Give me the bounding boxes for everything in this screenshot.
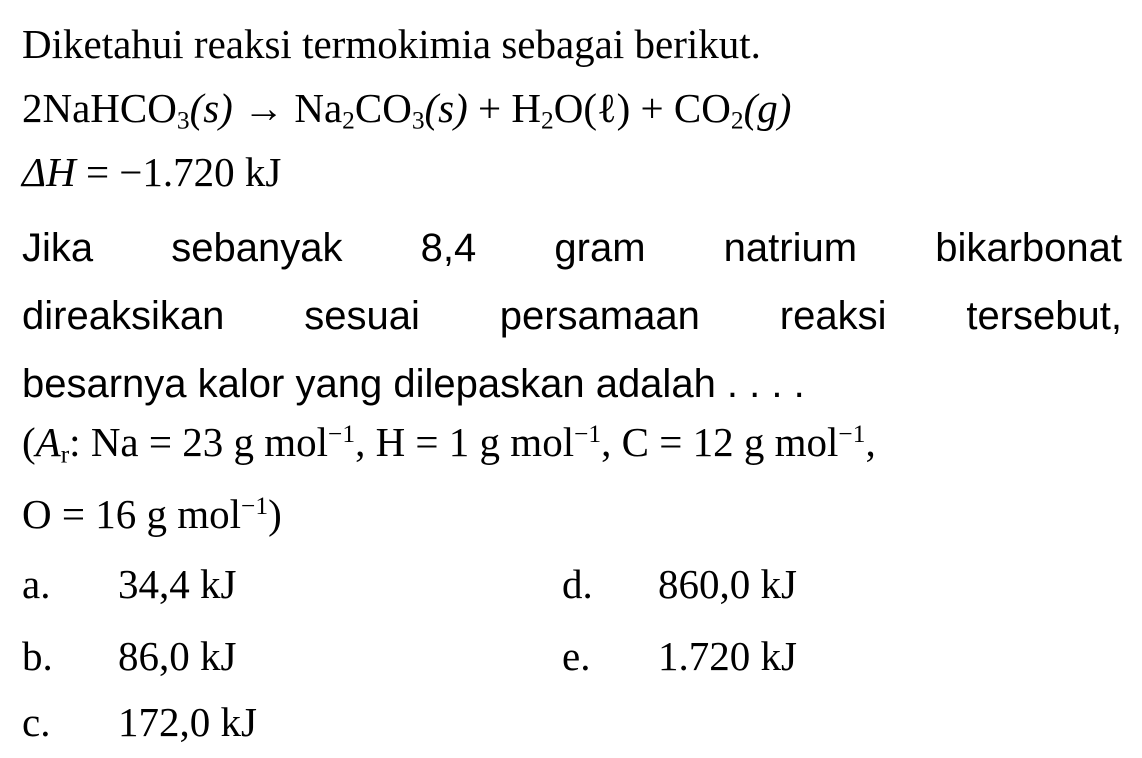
reactant-formula: NaHCO bbox=[42, 85, 177, 131]
option-label: b. bbox=[22, 633, 53, 679]
enthalpy-change bbox=[22, 148, 281, 196]
product3-state: (g) bbox=[743, 85, 792, 131]
product3-formula: CO bbox=[673, 85, 731, 131]
product3-sub: 2 bbox=[730, 106, 744, 135]
option-value: 172,0 kJ bbox=[118, 699, 257, 745]
enthalpy-value: = −1.720 kJ bbox=[75, 149, 282, 195]
product2-state: (ℓ) bbox=[583, 85, 631, 131]
ar-comma: , bbox=[865, 419, 876, 465]
reactant-state: (s) bbox=[189, 85, 233, 131]
ar-close-paren: ) bbox=[268, 491, 282, 537]
option-c[interactable] bbox=[22, 698, 257, 746]
ar-o-exp: −1 bbox=[241, 492, 269, 521]
option-label: d. bbox=[562, 561, 593, 607]
ar-na: : Na = 23 g mol bbox=[69, 419, 329, 465]
reactant-coefficient: 2 bbox=[22, 85, 43, 131]
product2-formula-b: O bbox=[553, 85, 584, 131]
plus-sign-2: + bbox=[640, 85, 664, 131]
option-label: e. bbox=[562, 633, 591, 679]
ar-h-exp: −1 bbox=[574, 420, 602, 449]
option-e[interactable] bbox=[562, 632, 797, 680]
question-intro: Diketahui reaksi termokimia sebagai berikut. bbox=[22, 21, 761, 67]
product1-formula-b: CO bbox=[354, 85, 412, 131]
paragraph-line: Jika sebanyak 8,4 gram natrium bikarbonat bbox=[22, 226, 1122, 270]
ar-subscript: r bbox=[60, 440, 70, 469]
ar-c: , C = 12 g mol bbox=[601, 419, 839, 465]
product1-formula-a: Na bbox=[294, 85, 343, 131]
option-label: c. bbox=[22, 699, 51, 745]
option-value: 34,4 kJ bbox=[118, 561, 237, 607]
product1-sub2: 3 bbox=[411, 106, 425, 135]
product1-state: (s) bbox=[424, 85, 468, 131]
ar-symbol: A bbox=[35, 419, 61, 465]
option-a[interactable] bbox=[22, 560, 236, 608]
product1-sub1: 2 bbox=[342, 106, 355, 135]
reaction-equation bbox=[22, 84, 792, 135]
ar-h: , H = 1 g mol bbox=[355, 419, 575, 465]
ar-na-exp: −1 bbox=[328, 420, 356, 449]
question-paragraph bbox=[22, 214, 1122, 418]
option-value: 86,0 kJ bbox=[118, 633, 237, 679]
paragraph-line: direaksikan sesuai persamaan reaksi tersebut, bbox=[22, 294, 1122, 338]
enthalpy-symbol: ΔH bbox=[22, 149, 76, 195]
product2-sub: 2 bbox=[541, 106, 554, 135]
option-b[interactable] bbox=[22, 632, 236, 680]
option-label: a. bbox=[22, 561, 51, 607]
atomic-mass-line-1 bbox=[22, 418, 876, 469]
option-value: 1.720 kJ bbox=[658, 633, 797, 679]
paragraph-line: besarnya kalor yang dilepaskan adalah . . . . bbox=[22, 362, 805, 406]
option-value: 860,0 kJ bbox=[658, 561, 797, 607]
option-d[interactable] bbox=[562, 560, 797, 608]
atomic-mass-line-2 bbox=[22, 490, 282, 538]
plus-sign-1: + bbox=[478, 85, 502, 131]
product2-formula-a: H bbox=[511, 85, 542, 131]
reactant-subscript: 3 bbox=[176, 106, 190, 135]
ar-open-paren: ( bbox=[22, 419, 36, 465]
ar-c-exp: −1 bbox=[838, 420, 866, 449]
ar-o: O = 16 g mol bbox=[22, 491, 242, 537]
reaction-arrow: → bbox=[243, 85, 285, 131]
